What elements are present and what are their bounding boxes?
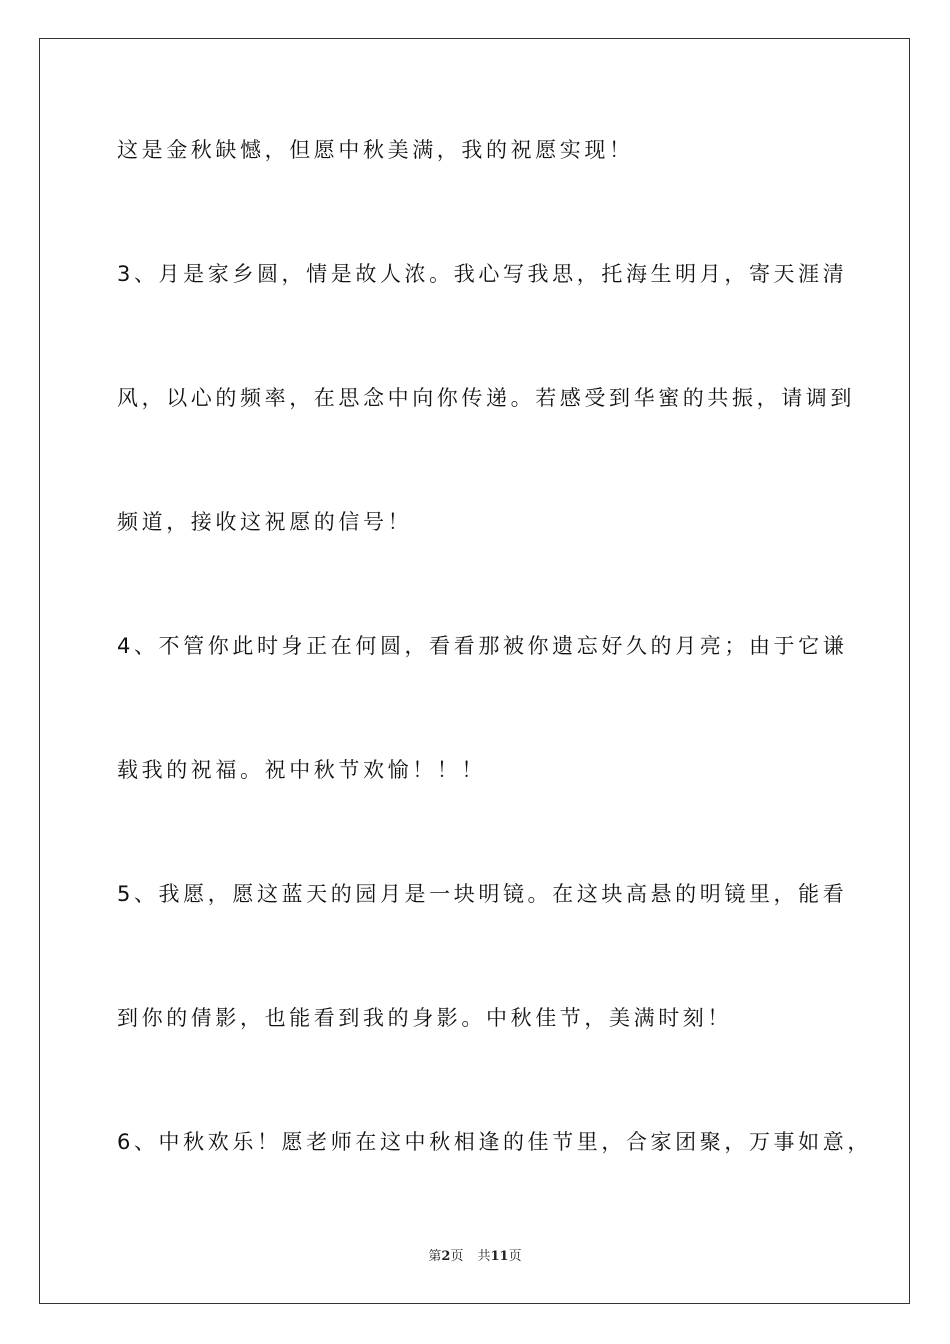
page-number: 2 <box>441 1249 451 1264</box>
text-line-5: 4、不管你此时身正在何圆，看看那被你遗忘好久的月亮；由于它谦 <box>117 634 848 658</box>
page-label <box>428 1249 463 1264</box>
total-suffix: 页 <box>508 1249 522 1264</box>
text-line-6: 载我的祝福。祝中秋节欢愉！！！ <box>117 758 486 782</box>
text-line-2: 3、月是家乡圆，情是故人浓。我心写我思，托海生明月，寄天涯清 <box>117 262 848 286</box>
page-footer <box>0 1248 950 1266</box>
text-line-3: 风，以心的频率，在思念中向你传递。若感受到华蜜的共振，请调到 <box>117 386 855 410</box>
total-pages: 11 <box>490 1249 509 1264</box>
text-line-4: 频道，接收这祝愿的信号！ <box>117 510 413 534</box>
text-line-7: 5、我愿，愿这蓝天的园月是一块明镜。在这块高悬的明镜里，能看 <box>117 882 848 906</box>
text-line-9: 6、中秋欢乐！愿老师在这中秋相逢的佳节里，合家团聚，万事如意， <box>117 1130 872 1154</box>
text-line-1: 这是金秋缺憾，但愿中秋美满，我的祝愿实现！ <box>117 138 634 162</box>
total-label <box>477 1249 521 1264</box>
page-prefix: 第 <box>428 1249 442 1264</box>
text-line-8: 到你的倩影，也能看到我的身影。中秋佳节，美满时刻！ <box>117 1006 732 1030</box>
page-suffix: 页 <box>450 1249 464 1264</box>
total-prefix: 共 <box>477 1249 491 1264</box>
page-frame <box>39 38 910 1304</box>
